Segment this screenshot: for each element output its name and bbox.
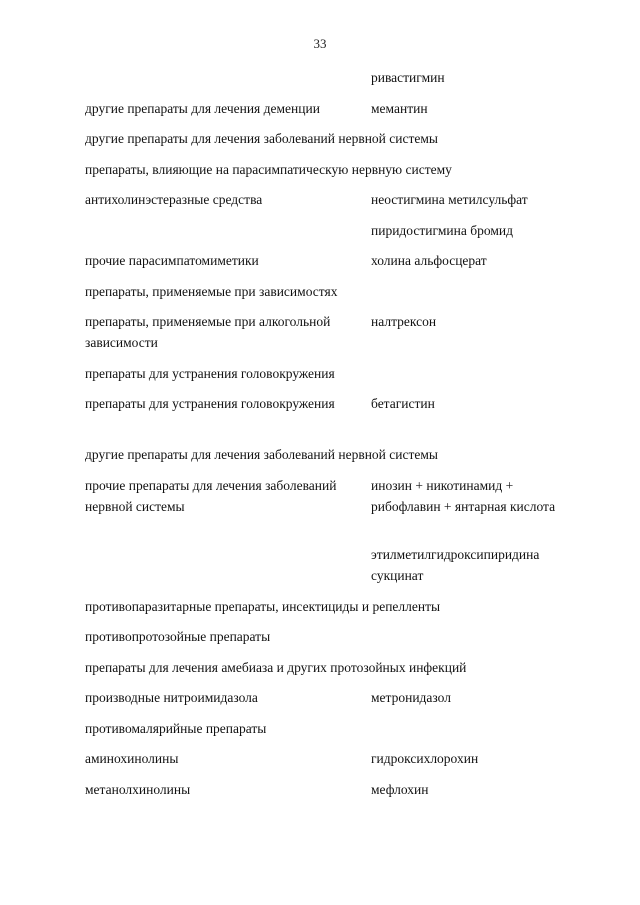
drug-name: метронидазол: [371, 690, 451, 705]
page-number: 33: [313, 36, 327, 51]
category-label: прочие парасимпатомиметики: [85, 253, 259, 268]
section-heading: другие препараты для лечения заболеваний нервной системы: [85, 131, 438, 146]
section-heading: препараты для лечения амебиаза и других протозойных инфекций: [85, 660, 467, 675]
section-heading: противопротозойные препараты: [85, 629, 271, 644]
drug-name: налтрексон: [371, 314, 437, 329]
drug-name: ривастигмин: [371, 70, 445, 85]
drug-name: бетагистин: [371, 396, 435, 411]
section-heading: препараты, применяемые при зависимостях: [85, 284, 338, 299]
drug-name: этилметилгидроксипиридина сукцинат: [371, 547, 540, 583]
category-label: препараты, применяемые при алкогольной зависимости: [85, 314, 331, 350]
category-label: аминохинолины: [85, 751, 179, 766]
section-heading: противомалярийные препараты: [85, 721, 267, 736]
section-heading: препараты, влияющие на парасимпатическую нервную систему: [85, 162, 452, 177]
category-label: метанолхинолины: [85, 782, 191, 797]
category-label: производные нитроимидазола: [85, 690, 258, 705]
drug-name: пиридостигмина бромид: [371, 223, 513, 238]
drug-name: неостигмина метилсульфат: [371, 192, 528, 207]
section-heading: противопаразитарные препараты, инсектициды и репелленты: [85, 599, 441, 614]
drug-name: гидроксихлорохин: [371, 751, 479, 766]
drug-name: инозин + никотинамид + рибофлавин + янтарная кислота: [371, 478, 556, 514]
category-label: препараты для устранения головокружения: [85, 396, 335, 411]
category-label: антихолинэстеразные средства: [85, 192, 263, 207]
drug-name: холина альфосцерат: [371, 253, 487, 268]
section-heading: другие препараты для лечения заболеваний нервной системы: [85, 447, 438, 462]
drug-name: мемантин: [371, 101, 428, 116]
drug-name: мефлохин: [371, 782, 429, 797]
section-heading: препараты для устранения головокружения: [85, 366, 335, 381]
category-label: другие препараты для лечения деменции: [85, 101, 320, 116]
category-label: прочие препараты для лечения заболеваний нервной системы: [85, 478, 337, 514]
